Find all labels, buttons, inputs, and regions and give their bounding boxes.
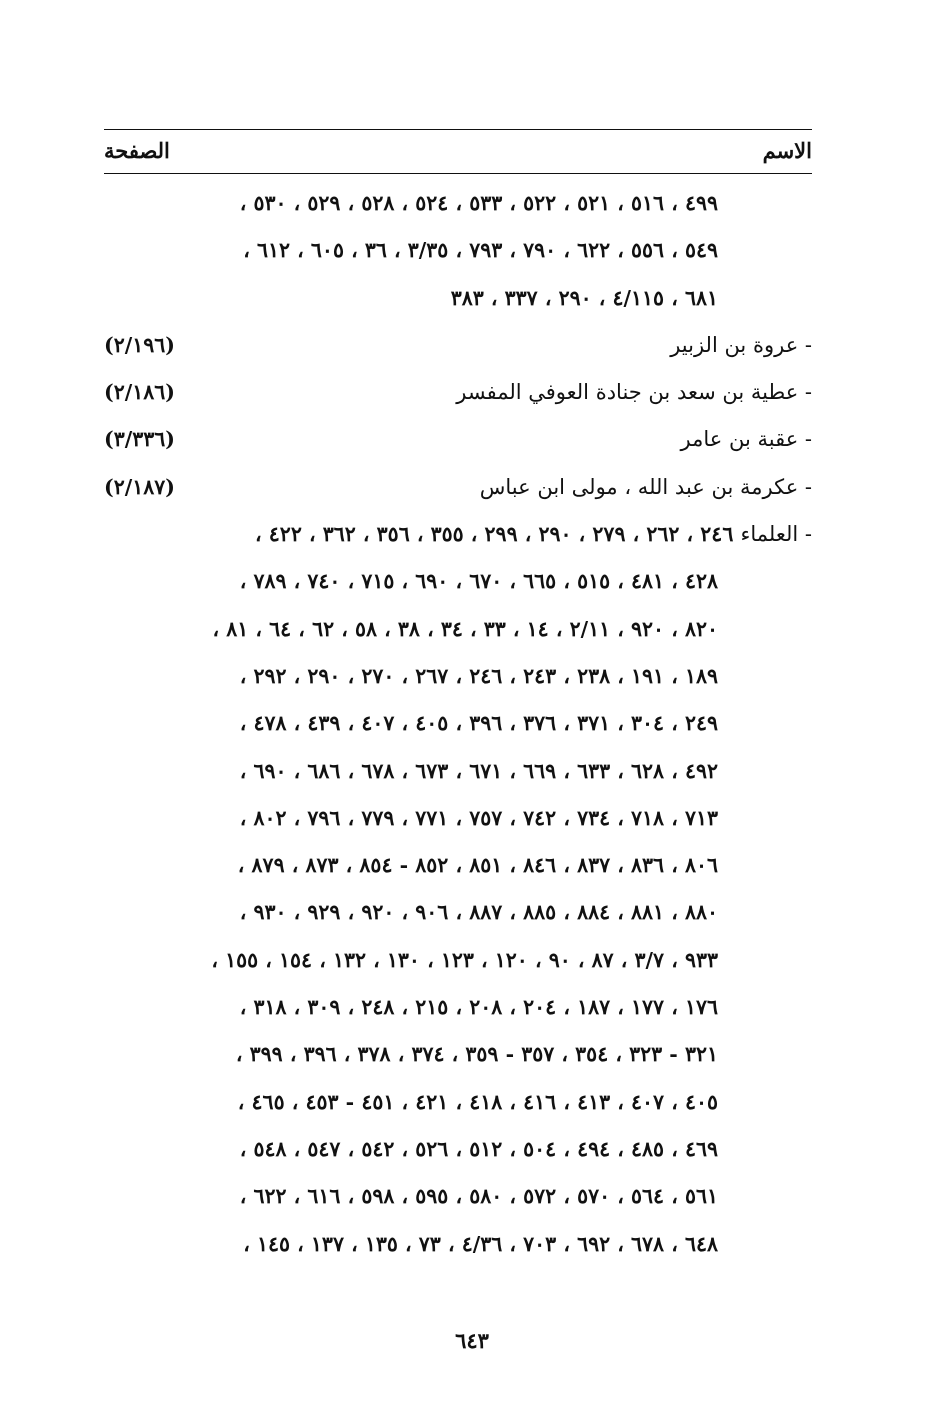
continuation-line: [104, 1079, 812, 1126]
continuation-line: [104, 842, 812, 889]
entry-page: (٢/١٨٦): [104, 380, 175, 405]
top-rule: [104, 129, 812, 130]
index-entry: [104, 322, 812, 369]
continuation-line: [104, 1173, 812, 1220]
continuation-line: [104, 700, 812, 747]
page-references: ٥٦١ ، ٥٦٤ ، ٥٧٠ ، ٥٧٢ ، ٥٨٠ ، ٥٩٥ ، ٥٩٨ ، ٦١٦ ، ٦٢٢ ،: [239, 1184, 718, 1209]
continuation-line: [104, 748, 812, 795]
page-references: ٣٢١ - ٣٢٣ ، ٣٥٤ ، ٣٥٧ - ٣٥٩ ، ٣٧٤ ، ٣٧٨ ، ٣٩٦ ، ٣٩٩ ،: [235, 1042, 718, 1067]
entry-name: - عطية بن سعد بن جنادة العوفي المفسر: [456, 380, 812, 405]
page-column-heading: الصفحة: [104, 138, 170, 163]
page-references: ٤٠٥ ، ٤٠٧ ، ٤١٣ ، ٤١٦ ، ٤١٨ ، ٤٢١ ، ٤٥١ - ٤٥٣ ، ٤٦٥ ،: [237, 1089, 718, 1114]
page-references: ٤٢٨ ، ٤٨١ ، ٥١٥ ، ٦٦٥ ، ٦٧٠ ، ٦٩٠ ، ٧١٥ ، ٧٤٠ ، ٧٨٩ ،: [239, 569, 718, 594]
continuation-line: [104, 558, 812, 605]
index-entry: [104, 416, 812, 463]
page-references: ٦٤٨ ، ٦٧٨ ، ٦٩٢ ، ٧٠٣ ، ٤/٣٦ ، ٧٣ ، ١٣٥ ، ١٣٧ ، ١٤٥ ،: [243, 1231, 718, 1256]
page-references: ٢٤٦ ، ٢٦٢ ، ٢٧٩ ، ٢٩٠ ، ٢٩٩ ، ٣٥٥ ، ٣٥٦ ، ٣٦٢ ، ٤٢٢ ،: [255, 522, 734, 547]
entry-name: - عروة بن الزبير: [670, 332, 812, 357]
page-references: ٤٩٢ ، ٦٢٨ ، ٦٣٣ ، ٦٦٩ ، ٦٧١ ، ٦٧٣ ، ٦٧٨ ، ٦٨٦ ، ٦٩٠ ،: [239, 758, 718, 783]
page-references: ٨٨٠ ، ٨٨١ ، ٨٨٤ ، ٨٨٥ ، ٨٨٧ ، ٩٠٦ ، ٩٢٠ ، ٩٢٩ ، ٩٣٠ ،: [239, 900, 718, 925]
index-entry: [104, 464, 812, 511]
page-references: ٤٦٩ ، ٤٨٥ ، ٤٩٤ ، ٥٠٤ ، ٥١٢ ، ٥٢٦ ، ٥٤٢ ، ٥٤٧ ، ٥٤٨ ،: [239, 1136, 718, 1161]
continuation-line: [104, 984, 812, 1031]
entry-name: - العلماء: [740, 522, 812, 547]
page-references: ٢٤٩ ، ٣٠٤ ، ٣٧١ ، ٣٧٦ ، ٣٩٦ ، ٤٠٥ ، ٤٠٧ ، ٤٣٩ ، ٤٧٨ ،: [239, 711, 718, 736]
continuation-line: [104, 1221, 812, 1268]
entry-page: (٣/٣٣٦): [104, 427, 175, 452]
page-references: ٦٨١ ، ٤/١١٥ ، ٢٩٠ ، ٣٣٧ ، ٣٨٣: [450, 285, 718, 310]
continuation-line: [104, 653, 812, 700]
continuation-line: [104, 227, 812, 274]
page-references: ٤٩٩ ، ٥١٦ ، ٥٢١ ، ٥٢٢ ، ٥٣٣ ، ٥٢٤ ، ٥٢٨ ، ٥٢٩ ، ٥٣٠ ،: [239, 191, 718, 215]
page-references: ١٨٩ ، ١٩١ ، ٢٣٨ ، ٢٤٣ ، ٢٤٦ ، ٢٦٧ ، ٢٧٠ ، ٢٩٠ ، ٢٩٢ ،: [239, 663, 718, 688]
entry-page: (٢/١٩٦): [104, 332, 175, 357]
header-rule: [104, 173, 812, 174]
continuation-line: [104, 937, 812, 984]
page-references: ١٧٦ ، ١٧٧ ، ١٨٧ ، ٢٠٤ ، ٢٠٨ ، ٢١٥ ، ٢٤٨ ، ٣٠٩ ، ٣١٨ ،: [239, 995, 718, 1020]
continuation-line: [104, 795, 812, 842]
continuation-line: [104, 889, 812, 936]
page-references: ٥٤٩ ، ٥٥٦ ، ٦٢٢ ، ٧٩٠ ، ٧٩٣ ، ٣/٣٥ ، ٣٦ ، ٦٠٥ ، ٦١٢ ،: [243, 238, 718, 263]
entry-name: - عقبة بن عامر: [680, 427, 812, 452]
continuation-line: [104, 180, 812, 227]
page-references: ٨٠٦ ، ٨٣٦ ، ٨٣٧ ، ٨٤٦ ، ٨٥١ ، ٨٥٢ - ٨٥٤ ، ٨٧٣ ، ٨٧٩ ،: [237, 853, 718, 878]
continuation-line: [104, 1031, 812, 1078]
index-entry: [104, 369, 812, 416]
page-number: ٦٤٣: [455, 1328, 489, 1353]
page-references: ٨٢٠ ، ٩٢٠ ، ٢/١١ ، ١٤ ، ٣٣ ، ٣٤ ، ٣٨ ، ٥٨ ، ٦٢ ، ٦٤ ، ٨١ ،: [212, 616, 718, 641]
index-entries: [104, 180, 812, 1268]
continuation-line: [104, 606, 812, 653]
entry-name: - عكرمة بن عبد الله ، مولى ابن عباس: [479, 474, 812, 499]
continuation-line: [104, 1126, 812, 1173]
ulama-entry: [104, 511, 812, 558]
continuation-line: [104, 275, 812, 322]
name-column-heading: الاسم: [762, 138, 812, 163]
entry-page: (٢/١٨٧): [104, 474, 175, 499]
index-header: [104, 136, 812, 170]
page-references: ٧١٣ ، ٧١٨ ، ٧٣٤ ، ٧٤٢ ، ٧٥٧ ، ٧٧١ ، ٧٧٩ ، ٧٩٦ ، ٨٠٢ ،: [239, 805, 718, 830]
page-references: ٩٣٣ ، ٣/٧ ، ٨٧ ، ٩٠ ، ١٢٠ ، ١٢٣ ، ١٣٠ ، ١٣٢ ، ١٥٤ ، ١٥٥ ،: [211, 947, 718, 972]
